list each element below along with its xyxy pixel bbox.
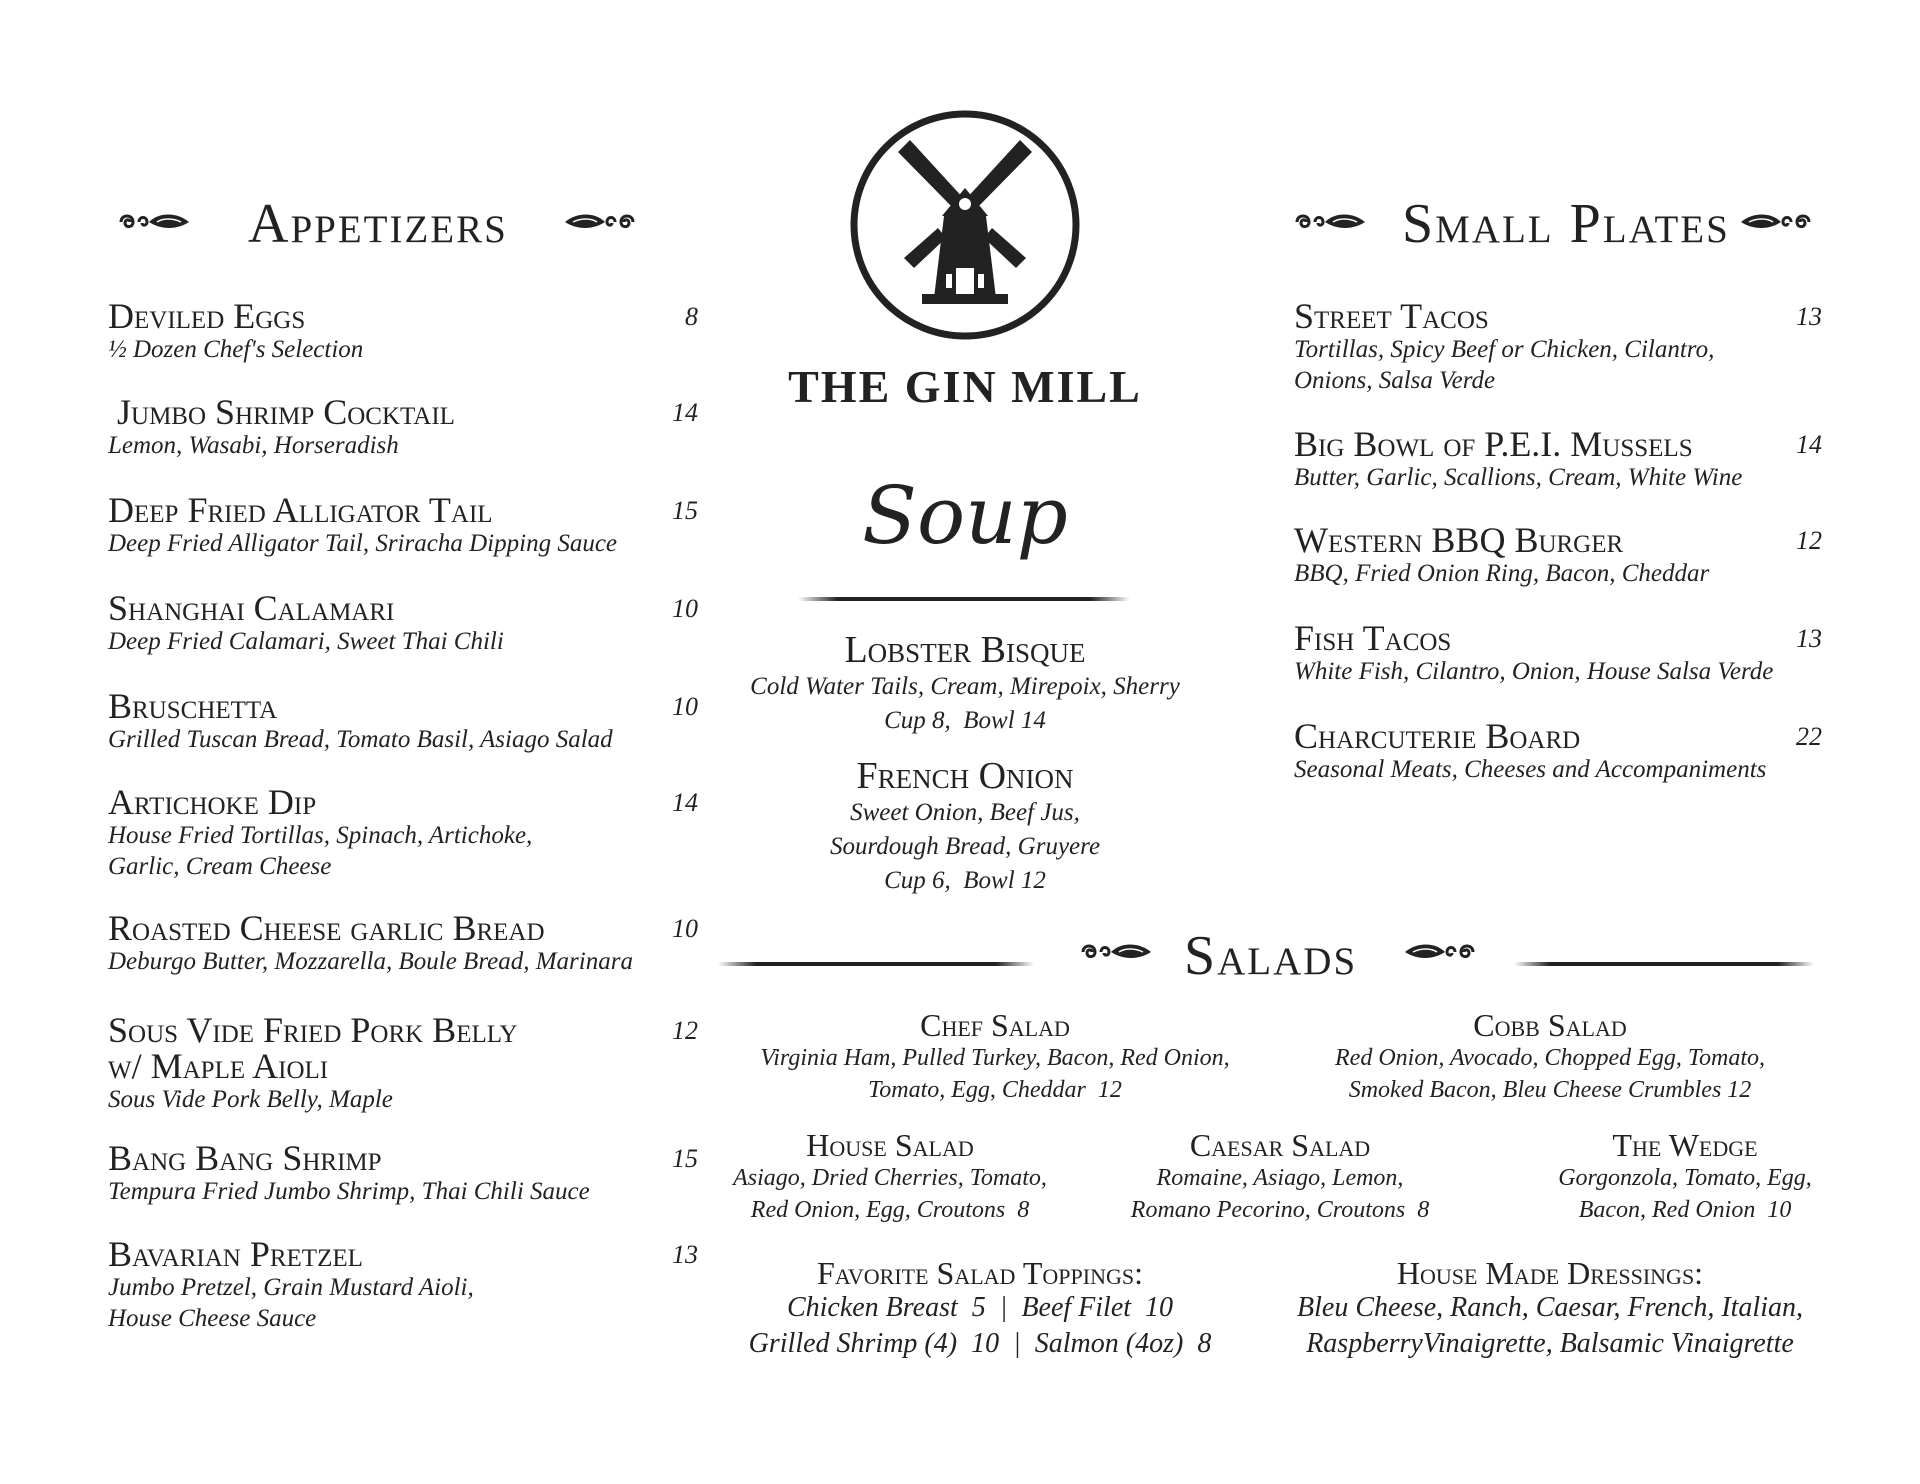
divider — [798, 597, 1130, 601]
salad-description: Red Onion, Egg, Croutons 8 — [750, 1197, 1030, 1223]
scroll-flourish-icon — [1284, 210, 1378, 234]
menu-item — [108, 394, 698, 461]
item-description: Lemon, Wasabi, Horseradish — [108, 432, 399, 459]
salad-description: Tomato, Egg, Cheddar 12 — [868, 1077, 1122, 1103]
salad-item — [720, 1008, 1270, 1106]
item-description: ½ Dozen Chef's Selection — [108, 336, 364, 363]
menu-item — [1294, 298, 1822, 396]
item-name: Fish Tacos — [1294, 618, 1452, 658]
salad-description: Asiago, Dried Cherries, Tomato, — [733, 1165, 1047, 1191]
item-price: 10 — [672, 594, 698, 623]
appetizers-title: Appetizers — [248, 193, 508, 255]
item-name: Western BBQ Burger — [1294, 520, 1624, 560]
item-name: Artichoke Dip — [108, 782, 317, 822]
menu-item — [108, 784, 698, 882]
item-description: Tortillas, Spicy Beef or Chicken, Cilantro, — [1294, 336, 1715, 363]
item-description: Deep Fried Alligator Tail, Sriracha Dipping Sauce — [108, 530, 618, 557]
soup-name: French Onion — [856, 755, 1074, 797]
salad-description: Bacon, Red Onion 10 — [1578, 1197, 1792, 1223]
item-price: 14 — [1796, 430, 1822, 459]
item-description: Onions, Salsa Verde — [1294, 367, 1496, 394]
salad-toppings — [710, 1256, 1250, 1362]
soup-description: Sweet Onion, Beef Jus, — [850, 799, 1080, 826]
item-price: 10 — [672, 914, 698, 943]
item-name: Roasted Cheese garlic Bread — [108, 908, 545, 948]
item-description: Garlic, Cream Cheese — [108, 853, 332, 880]
menu-item — [108, 1236, 698, 1334]
toppings-title: Favorite Salad Toppings: — [817, 1255, 1143, 1291]
item-name: Deviled Eggs — [108, 296, 306, 336]
item-description: Deburgo Butter, Mozzarella, Boule Bread, Marinara — [108, 948, 633, 975]
menu-item — [108, 298, 698, 365]
menu-item — [1294, 426, 1822, 493]
item-description: Jumbo Pretzel, Grain Mustard Aioli, — [108, 1274, 474, 1301]
item-description: Grilled Tuscan Bread, Tomato Basil, Asiago Salad — [108, 726, 613, 753]
soup-description: Cold Water Tails, Cream, Mirepoix, Sherry — [750, 673, 1180, 700]
menu-item — [1294, 620, 1822, 687]
salad-description: Virginia Ham, Pulled Turkey, Bacon, Red Onion, — [760, 1045, 1230, 1071]
item-description: House Cheese Sauce — [108, 1305, 317, 1332]
appetizers-header — [108, 193, 648, 255]
soup-description: Sourdough Bread, Gruyere — [829, 833, 1101, 860]
menu-item — [1294, 718, 1822, 785]
item-name: Bruschetta — [108, 686, 278, 726]
salad-item — [1290, 1008, 1810, 1106]
salad-description: Romano Pecorino, Croutons 8 — [1130, 1197, 1430, 1223]
toppings-line: Grilled Shrimp (4) 10 | Salmon (4oz) 8 — [748, 1328, 1212, 1359]
item-price: 12 — [1796, 526, 1822, 555]
item-price: 12 — [672, 1016, 698, 1045]
item-name: Street Tacos — [1294, 296, 1489, 336]
soup-item — [700, 630, 1230, 738]
item-price: 13 — [672, 1240, 698, 1269]
divider — [1514, 962, 1814, 966]
item-name: Charcuterie Board — [1294, 716, 1581, 756]
soup-price: Cup 6, Bowl 12 — [884, 867, 1046, 894]
item-description: White Fish, Cilantro, Onion, House Salsa Verde — [1294, 658, 1774, 685]
brand-name: THE GIN MILL — [788, 361, 1142, 412]
menu-item — [108, 688, 698, 755]
item-name: Bang Bang Shrimp — [108, 1138, 382, 1178]
salad-item — [1520, 1128, 1850, 1226]
item-name: Bavarian Pretzel — [108, 1234, 363, 1274]
item-price: 14 — [672, 398, 698, 427]
menu-item — [108, 590, 698, 657]
item-name: Shanghai Calamari — [108, 588, 395, 628]
small-plates-title: Small Plates — [1402, 193, 1730, 255]
menu-item — [108, 1140, 698, 1207]
soup-item — [700, 756, 1230, 898]
scroll-flourish-icon — [552, 210, 646, 234]
item-price: 15 — [672, 496, 698, 525]
menu-item — [108, 492, 698, 559]
scroll-flourish-icon — [1728, 210, 1822, 234]
item-price: 10 — [672, 692, 698, 721]
salad-description: Romaine, Asiago, Lemon, — [1156, 1165, 1404, 1191]
soup-title: Soup — [862, 469, 1068, 562]
item-name: Jumbo Shrimp Cocktail — [108, 392, 455, 432]
salad-item — [1100, 1128, 1460, 1226]
item-price: 8 — [685, 302, 698, 331]
divider — [718, 962, 1034, 966]
item-description: Sous Vide Pork Belly, Maple — [108, 1086, 393, 1113]
item-name: Sous Vide Fried Pork Belly — [108, 1010, 518, 1050]
item-name: Big Bowl of P.E.I. Mussels — [1294, 424, 1693, 464]
salad-description: Red Onion, Avocado, Chopped Egg, Tomato, — [1335, 1045, 1765, 1071]
item-price: 14 — [672, 788, 698, 817]
item-description: Butter, Garlic, Scallions, Cream, White Wine — [1294, 464, 1743, 491]
scroll-flourish-icon — [1070, 940, 1164, 964]
scroll-flourish-icon — [108, 210, 202, 234]
item-description: Tempura Fried Jumbo Shrimp, Thai Chili Sauce — [108, 1178, 590, 1205]
menu-item — [108, 1012, 698, 1115]
item-price: 15 — [672, 1144, 698, 1173]
item-description: House Fried Tortillas, Spinach, Artichoke, — [108, 822, 533, 849]
salad-name: House Salad — [806, 1127, 974, 1163]
salad-name: Cobb Salad — [1473, 1007, 1627, 1043]
soup-price: Cup 8, Bowl 14 — [884, 707, 1046, 734]
salad-item — [710, 1128, 1070, 1226]
dressings-line: Bleu Cheese, Ranch, Caesar, French, Italian, — [1297, 1292, 1803, 1323]
menu-item — [1294, 522, 1822, 589]
scroll-flourish-icon — [1392, 940, 1486, 964]
salad-name: Chef Salad — [920, 1007, 1070, 1043]
dressings-title: House Made Dressings: — [1396, 1255, 1704, 1291]
salads-title: Salads — [1184, 925, 1358, 987]
toppings-line: Chicken Breast 5 | Beef Filet 10 — [786, 1292, 1174, 1323]
salad-name: Caesar Salad — [1189, 1127, 1371, 1163]
item-description: BBQ, Fried Onion Ring, Bacon, Cheddar — [1294, 560, 1710, 587]
salad-dressings — [1260, 1256, 1840, 1362]
item-description: Seasonal Meats, Cheeses and Accompaniments — [1294, 756, 1767, 783]
salad-description: Gorgonzola, Tomato, Egg, — [1558, 1165, 1812, 1191]
item-price: 13 — [1796, 624, 1822, 653]
item-name: Deep Fried Alligator Tail — [108, 490, 493, 530]
windmill-logo-icon — [848, 108, 1082, 342]
salad-description: Smoked Bacon, Bleu Cheese Crumbles 12 — [1348, 1077, 1752, 1103]
dressings-line: RaspberryVinaigrette, Balsamic Vinaigrette — [1306, 1328, 1794, 1359]
soup-name: Lobster Bisque — [844, 629, 1086, 671]
item-name-line2: w/ Maple Aioli — [108, 1046, 329, 1086]
small-plates-header — [1284, 193, 1824, 255]
menu-item — [108, 910, 698, 977]
item-description: Deep Fried Calamari, Sweet Thai Chili — [108, 628, 504, 655]
item-price: 13 — [1796, 302, 1822, 331]
item-price: 22 — [1796, 722, 1822, 751]
salad-name: The Wedge — [1612, 1127, 1758, 1163]
